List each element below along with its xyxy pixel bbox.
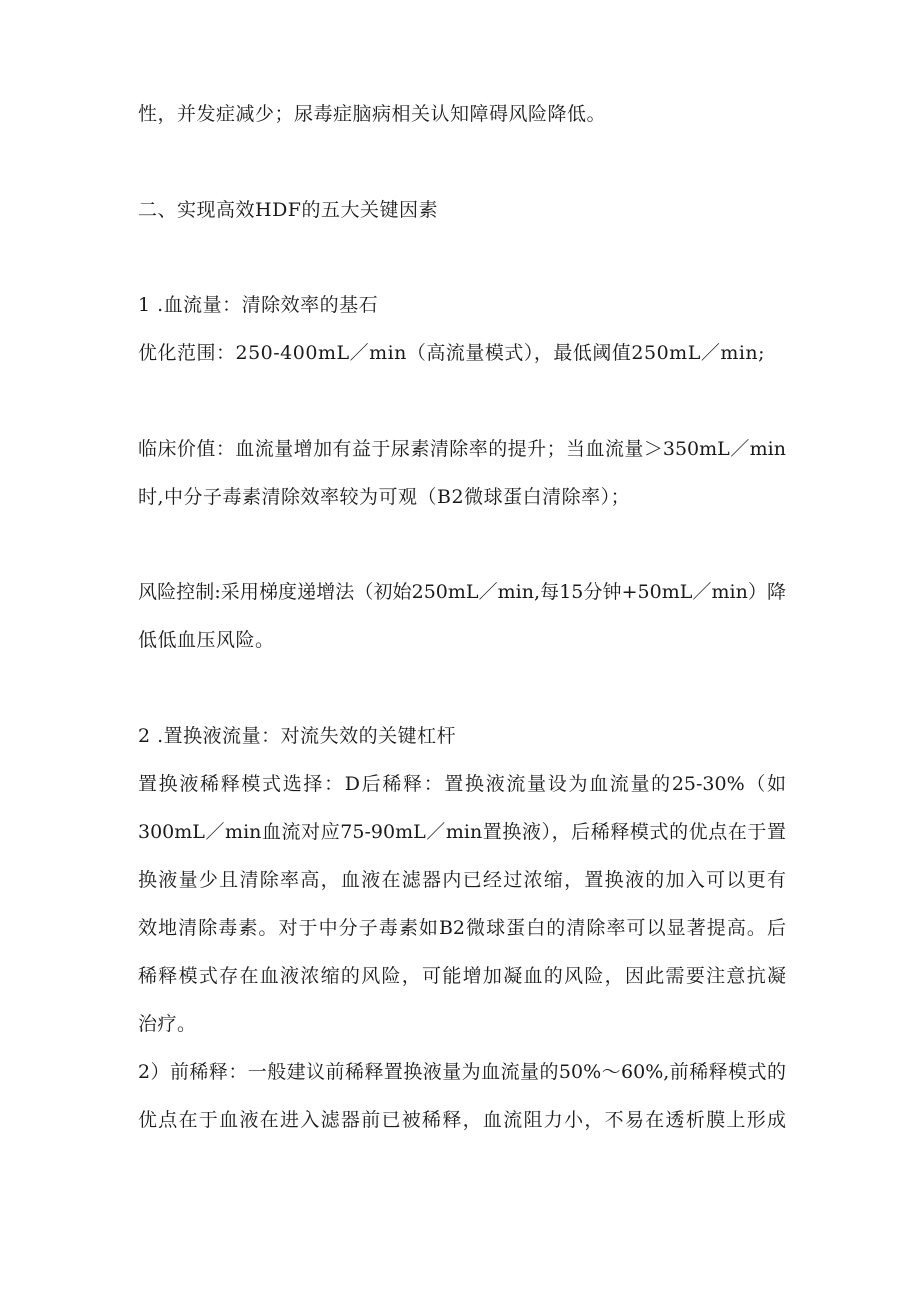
text-line: 优点在于血液在进入滤器前已被稀释，血流阻力小，不易在透析膜上形成 — [138, 1109, 786, 1131]
text-line: 临床价值：血流量增加有益于尿素清除率的提升；当血流量＞350mL／min — [138, 438, 786, 460]
text-line: 稀释模式存在血液浓缩的风险，可能增加凝血的风险，因此需要注意抗凝 — [138, 965, 786, 987]
subsection-heading: 1 .血流量：清除效率的基石 — [138, 294, 379, 316]
section-heading: 二、实现高效HDF的五大关键因素 — [138, 199, 438, 221]
text-line: 治疗。 — [138, 1013, 197, 1035]
text-line: 换液量少且清除率高，血液在滤器内已经过浓缩，置换液的加入可以更有 — [138, 869, 786, 891]
text-line: 风险控制:采用梯度递增法（初始250mL／min,每15分钟+50mL／min）降 — [138, 581, 786, 603]
text-line: 置换液稀释模式选择：D后稀释：置换液流量设为血流量的25-30%（如 — [138, 773, 786, 795]
text-line: 效地清除毒素。对于中分子毒素如B2微球蛋白的清除率可以显著提高。后 — [138, 917, 786, 939]
text-line: 优化范围：250-400mL／min（高流量模式），最低阈值250mL／min; — [138, 342, 766, 364]
text-line: 300mL／min血流对应75-90mL／min置换液），后稀释模式的优点在于置 — [138, 821, 786, 843]
text-line: 性，并发症减少；尿毒症脑病相关认知障碍风险降低。 — [138, 103, 607, 125]
text-line: 时,中分子毒素清除效率较为可观（B2微球蛋白清除率）； — [138, 486, 631, 508]
subsection-heading: 2 .置换液流量：对流失效的关键杠杆 — [138, 725, 457, 747]
text-line: 2）前稀释：一般建议前稀释置换液量为血流量的50%～60%,前稀释模式的 — [138, 1061, 786, 1083]
text-line: 低低血压风险。 — [138, 629, 275, 651]
